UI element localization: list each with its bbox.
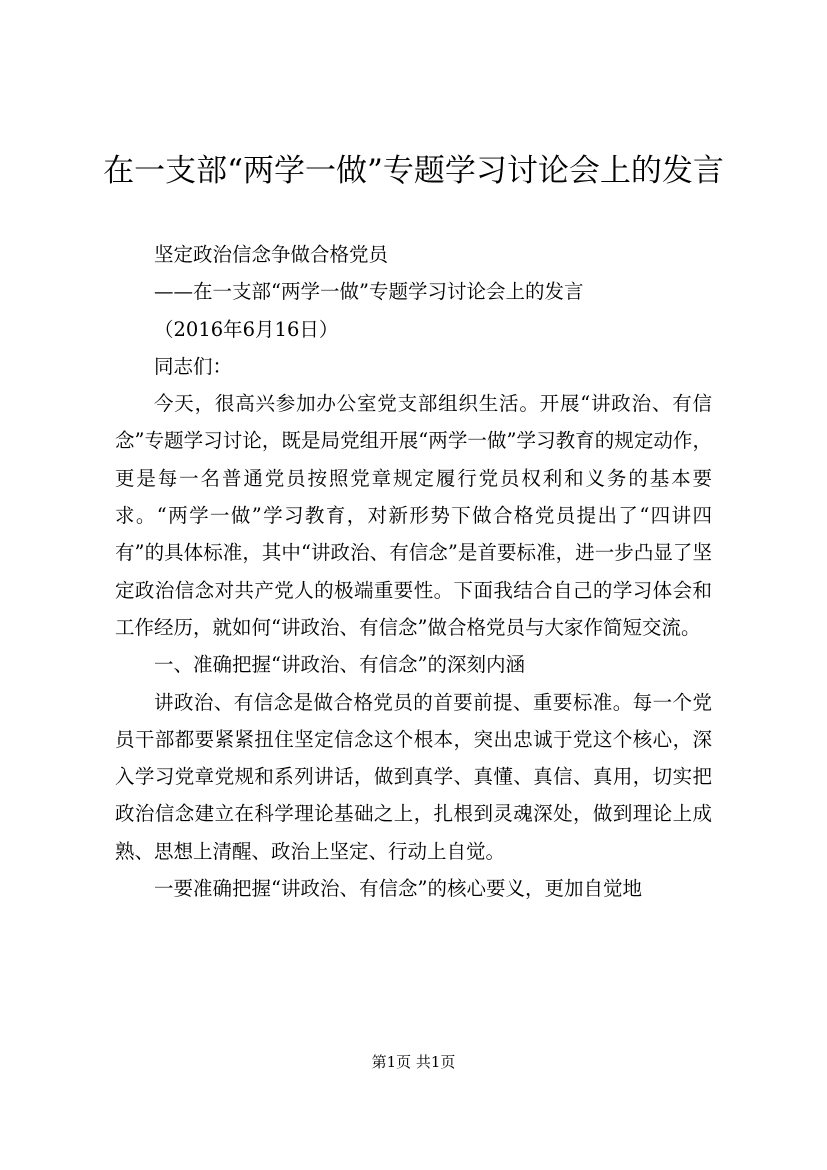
- subtitle-paragraph: 坚定政治信念争做合格党员: [154, 243, 389, 266]
- body-paragraph: 一要准确把握“讲政治、有信念”的核心要义，更加自觉地: [154, 877, 642, 901]
- subtitle-byline: ——在一支部“两学一做”专题学习讨论会上的发言: [154, 280, 584, 304]
- document-title: 在一支部“两学一做”专题学习讨论会上的发言: [103, 153, 724, 189]
- document-body: [115, 236, 712, 907]
- body-paragraph: 讲政治、有信念是做合格党员的首要前提、重要标准。每一个党员干部都要紧紧扭住坚定信念这个根本，突出忠诚于党这个核心，深入学习党章党规和系列讲话，做到真学、真懂、真信、真用，切实把政治信念建立在科学理论基础之上，扎根到灵魂深处，做到理论上成熟、思想上清醒、政治上坚定、行动上自觉。: [115, 690, 712, 863]
- date-line: （2016年6月16日）: [154, 317, 339, 341]
- body-paragraph: 今天，很高兴参加办公室党支部组织生活。开展“讲政治、有信念”专题学习讨论，既是局党组开展“两学一做”学习教育的规定动作，更是每一名普通党员按照党章规定履行党员权利和义务的基本要求。“两学一做”学习教育，对新形势下做合格党员提出了“四讲四有”的具体标准，其中“讲政治、有信念”是首要标准，进一步凸显了坚定政治信念对共产党人的极端重要性。下面我结合自己的学习体会和工作经历，就如何“讲政治、有信念”做合格党员与大家作简短交流。: [115, 392, 712, 639]
- page-footer: 第1页 共1页: [371, 1053, 456, 1071]
- section-heading: 一、准确把握“讲政治、有信念”的深刻内涵: [154, 653, 525, 677]
- salutation: 同志们：: [154, 354, 233, 378]
